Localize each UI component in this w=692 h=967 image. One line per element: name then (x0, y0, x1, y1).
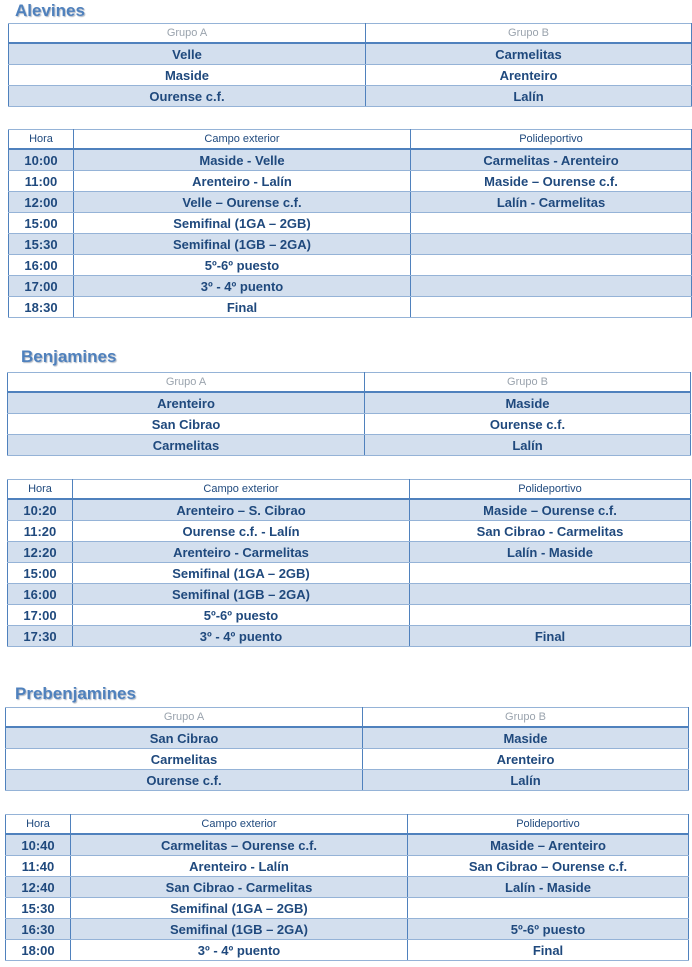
table-row (9, 65, 692, 86)
table-row (8, 626, 691, 647)
polideportivo-match-cell: 5º-6º puesto (408, 919, 689, 940)
table-row (9, 255, 692, 276)
campo-exterior-match-cell: Arenteiro - Carmelitas (73, 542, 410, 563)
table-row (6, 919, 689, 940)
schedule-header-row (8, 480, 691, 500)
time-cell: 10:40 (6, 834, 71, 856)
team-cell: Maside (9, 65, 366, 86)
polideportivo-match-cell: Maside – Ourense c.f. (411, 171, 692, 192)
polideportivo-header: Polideportivo (411, 130, 692, 150)
time-cell: 15:00 (8, 563, 73, 584)
groups-header-row (8, 373, 691, 393)
campo-exterior-match-cell: 5º-6º puesto (73, 605, 410, 626)
team-cell: Arenteiro (363, 749, 689, 770)
time-cell: 17:30 (8, 626, 73, 647)
campo-exterior-match-cell: 3º - 4º puento (73, 626, 410, 647)
section-title-alevines: Alevines (15, 1, 85, 20)
team-cell: Maside (365, 392, 691, 414)
campo-exterior-match-cell: Carmelitas – Ourense c.f. (71, 834, 408, 856)
polideportivo-match-cell (411, 213, 692, 234)
team-cell: Arenteiro (366, 65, 692, 86)
table-row (8, 605, 691, 626)
schedule-header-row (6, 815, 689, 835)
polideportivo-match-cell (410, 605, 691, 626)
campo-exterior-match-cell: Arenteiro - Lalín (74, 171, 411, 192)
time-cell: 17:00 (9, 276, 74, 297)
table-row (9, 43, 692, 65)
table-row (9, 149, 692, 171)
polideportivo-match-cell: Final (408, 940, 689, 961)
campo-exterior-match-cell: 3º - 4º puento (74, 276, 411, 297)
polideportivo-header: Polideportivo (410, 480, 691, 500)
team-cell: Carmelitas (8, 435, 365, 456)
team-cell: Carmelitas (6, 749, 363, 770)
group-header-cell: Grupo B (363, 708, 689, 728)
campo-exterior-match-cell: Arenteiro – S. Cibrao (73, 499, 410, 521)
group-header-cell: Grupo A (8, 373, 365, 393)
hora-header: Hora (6, 815, 71, 835)
campo-exterior-match-cell: Semifinal (1GA – 2GB) (73, 563, 410, 584)
schedule-table-alevines (8, 129, 692, 318)
campo-exterior-match-cell: Ourense c.f. - Lalín (73, 521, 410, 542)
campo-exterior-match-cell: Semifinal (1GB – 2GA) (71, 919, 408, 940)
table-row (8, 542, 691, 563)
groups-table-alevines (8, 23, 692, 107)
team-cell: Lalín (365, 435, 691, 456)
polideportivo-match-cell (410, 563, 691, 584)
team-cell: Lalín (363, 770, 689, 791)
campo-exterior-match-cell: Semifinal (1GA – 2GB) (71, 898, 408, 919)
group-header-cell: Grupo A (6, 708, 363, 728)
time-cell: 11:00 (9, 171, 74, 192)
polideportivo-match-cell (410, 584, 691, 605)
schedule-header-row (9, 130, 692, 150)
polideportivo-match-cell: Maside – Arenteiro (408, 834, 689, 856)
table-row (6, 770, 689, 791)
polideportivo-match-cell (411, 255, 692, 276)
team-cell: Maside (363, 727, 689, 749)
table-row (6, 856, 689, 877)
time-cell: 18:30 (9, 297, 74, 318)
polideportivo-match-cell: Carmelitas - Arenteiro (411, 149, 692, 171)
team-cell: San Cibrao (8, 414, 365, 435)
table-row (8, 521, 691, 542)
campo-exterior-match-cell: 3º - 4º puento (71, 940, 408, 961)
polideportivo-match-cell (408, 898, 689, 919)
table-row (6, 727, 689, 749)
polideportivo-match-cell: San Cibrao - Carmelitas (410, 521, 691, 542)
campo-exterior-match-cell: Arenteiro - Lalín (71, 856, 408, 877)
time-cell: 16:30 (6, 919, 71, 940)
team-cell: San Cibrao (6, 727, 363, 749)
time-cell: 17:00 (8, 605, 73, 626)
time-cell: 10:00 (9, 149, 74, 171)
group-header-cell: Grupo B (365, 373, 691, 393)
campo-exterior-match-cell: Semifinal (1GB – 2GA) (74, 234, 411, 255)
table-row (8, 563, 691, 584)
campo-exterior-match-cell: Velle – Ourense c.f. (74, 192, 411, 213)
campo-exterior-header: Campo exterior (74, 130, 411, 150)
campo-exterior-match-cell: Semifinal (1GA – 2GB) (74, 213, 411, 234)
polideportivo-match-cell (411, 297, 692, 318)
polideportivo-match-cell: Lalín - Maside (410, 542, 691, 563)
groups-header-row (6, 708, 689, 728)
groups-table-prebenjamines (5, 707, 689, 791)
table-row (6, 749, 689, 770)
campo-exterior-match-cell: Maside - Velle (74, 149, 411, 171)
campo-exterior-match-cell: 5º-6º puesto (74, 255, 411, 276)
polideportivo-match-cell: Lalín - Maside (408, 877, 689, 898)
table-row (8, 392, 691, 414)
table-row (9, 192, 692, 213)
section-title-prebenjamines: Prebenjamines (15, 684, 136, 703)
campo-exterior-header: Campo exterior (73, 480, 410, 500)
team-cell: Lalín (366, 86, 692, 107)
table-row (8, 584, 691, 605)
polideportivo-match-cell (411, 276, 692, 297)
time-cell: 16:00 (8, 584, 73, 605)
campo-exterior-match-cell: Final (74, 297, 411, 318)
campo-exterior-match-cell: San Cibrao - Carmelitas (71, 877, 408, 898)
group-header-cell: Grupo B (366, 24, 692, 44)
groups-header-row (9, 24, 692, 44)
team-cell: Velle (9, 43, 366, 65)
table-row (9, 171, 692, 192)
polideportivo-header: Polideportivo (408, 815, 689, 835)
section-title-benjamines: Benjamines (21, 347, 117, 366)
time-cell: 15:00 (9, 213, 74, 234)
polideportivo-match-cell: Maside – Ourense c.f. (410, 499, 691, 521)
team-cell: Carmelitas (366, 43, 692, 65)
table-row (9, 234, 692, 255)
time-cell: 18:00 (6, 940, 71, 961)
team-cell: Arenteiro (8, 392, 365, 414)
table-row (6, 877, 689, 898)
time-cell: 11:20 (8, 521, 73, 542)
team-cell: Ourense c.f. (9, 86, 366, 107)
team-cell: Ourense c.f. (365, 414, 691, 435)
table-row (9, 297, 692, 318)
polideportivo-match-cell: Lalín - Carmelitas (411, 192, 692, 213)
table-row (8, 499, 691, 521)
table-row (8, 414, 691, 435)
campo-exterior-match-cell: Semifinal (1GB – 2GA) (73, 584, 410, 605)
hora-header: Hora (9, 130, 74, 150)
group-header-cell: Grupo A (9, 24, 366, 44)
polideportivo-match-cell: Final (410, 626, 691, 647)
table-row (9, 276, 692, 297)
time-cell: 10:20 (8, 499, 73, 521)
groups-table-benjamines (7, 372, 691, 456)
team-cell: Ourense c.f. (6, 770, 363, 791)
table-row (8, 435, 691, 456)
time-cell: 15:30 (9, 234, 74, 255)
polideportivo-match-cell (411, 234, 692, 255)
time-cell: 12:20 (8, 542, 73, 563)
time-cell: 12:40 (6, 877, 71, 898)
table-row (6, 898, 689, 919)
table-row (6, 834, 689, 856)
time-cell: 16:00 (9, 255, 74, 276)
schedule-table-prebenjamines (5, 814, 689, 961)
time-cell: 15:30 (6, 898, 71, 919)
time-cell: 12:00 (9, 192, 74, 213)
polideportivo-match-cell: San Cibrao – Ourense c.f. (408, 856, 689, 877)
hora-header: Hora (8, 480, 73, 500)
time-cell: 11:40 (6, 856, 71, 877)
schedule-table-benjamines (7, 479, 691, 647)
table-row (9, 213, 692, 234)
table-row (6, 940, 689, 961)
table-row (9, 86, 692, 107)
campo-exterior-header: Campo exterior (71, 815, 408, 835)
